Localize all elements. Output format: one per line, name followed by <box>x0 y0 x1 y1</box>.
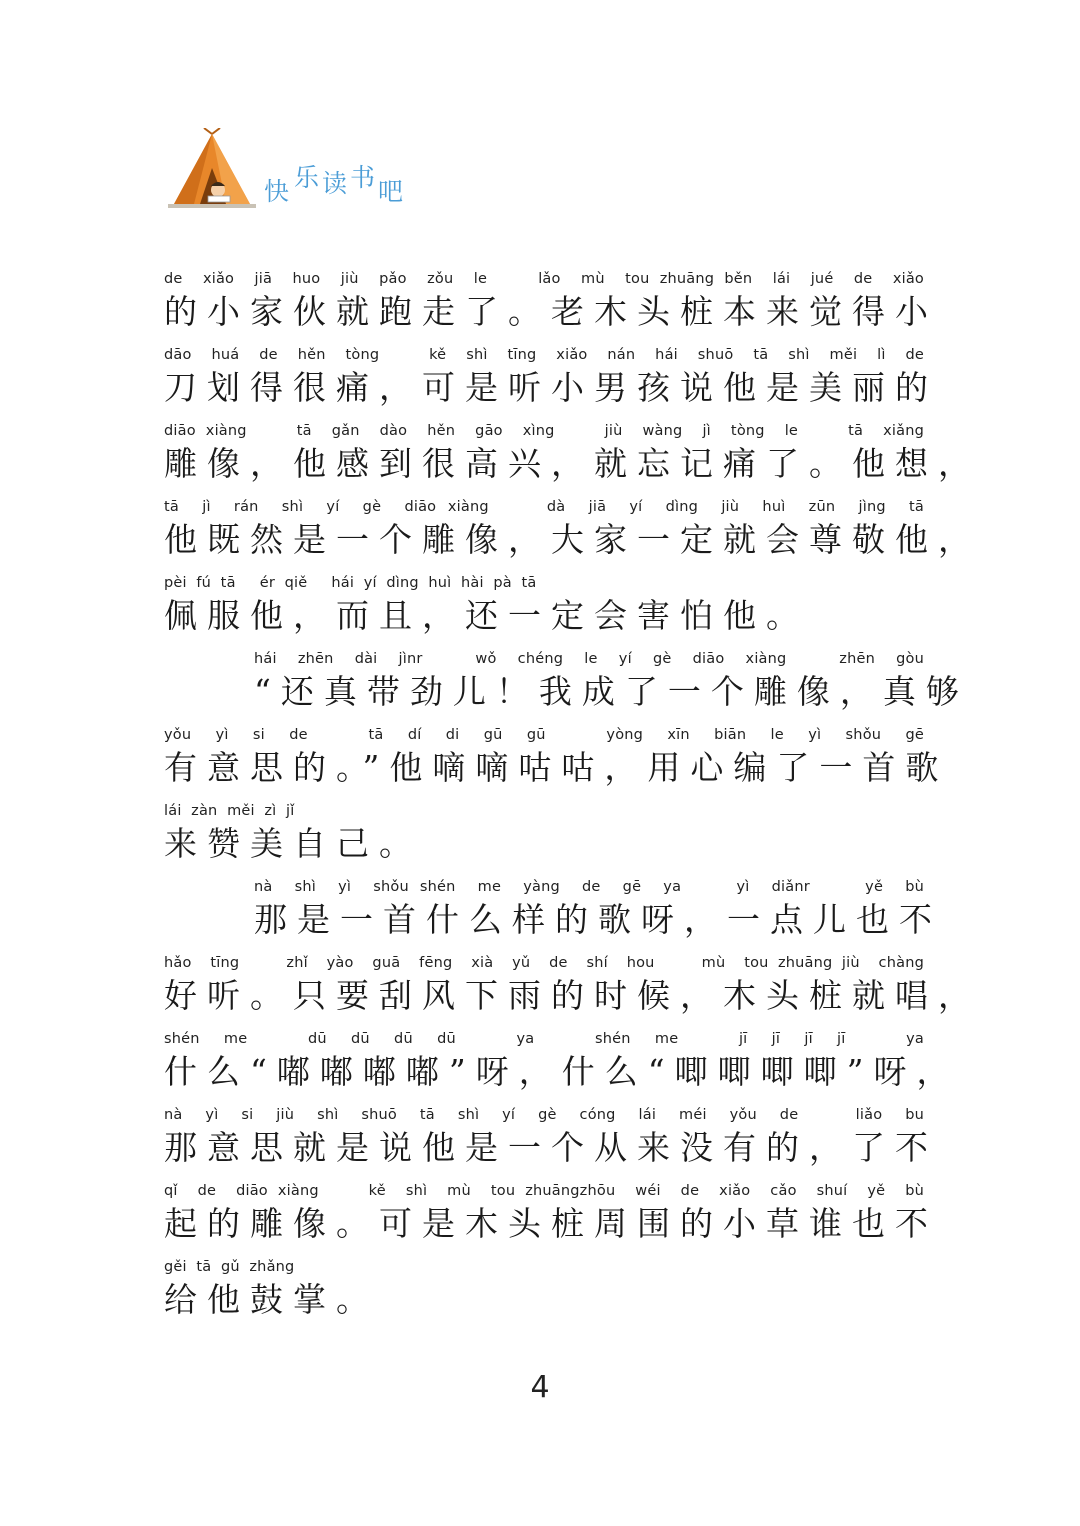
story-text <box>164 268 981 1332</box>
text-line <box>164 952 981 1028</box>
pinyin-line: pèi fú tā ér qiě hái yí dìng huì hài pà tā <box>164 575 537 591</box>
pinyin-line: diāo xiàng tā gǎn dào hěn gāo xìng jiù wàng jì tòng le tā xiǎng <box>164 423 924 439</box>
hanzi-line: 雕像，他感到很高兴，就忘记痛了。他想， <box>164 444 981 483</box>
text-line <box>164 496 981 572</box>
text-line <box>164 268 938 344</box>
pinyin-line: lái zàn měi zì jǐ <box>164 803 295 819</box>
pinyin-line: dāo huá de hěn tòng kě shì tīng xiǎo nán hái shuō tā shì měi lì de <box>164 347 924 363</box>
hanzi-line: 好听。只要刮风下雨的时候，木头桩就唱， <box>164 976 981 1015</box>
pinyin-line: qǐ de diāo xiàng kě shì mù tou zhuāngzhōu wéi de xiǎo cǎo shuí yě bù <box>164 1183 924 1199</box>
hanzi-line: 的小家伙就跑走了。老木头桩本来觉得小 <box>164 292 938 331</box>
text-line <box>164 344 938 420</box>
title-char: 乐 <box>294 163 320 192</box>
title-char: 快 <box>264 177 290 206</box>
hanzi-line: 有意思的。”他嘀嘀咕咕，用心编了一首歌 <box>164 748 949 787</box>
pinyin-line: nà shì yì shǒu shén me yàng de gē ya yì diǎnr yě bù <box>254 879 924 895</box>
text-line <box>164 420 981 496</box>
text-line <box>164 1104 938 1180</box>
section-title <box>264 158 424 218</box>
text-line <box>164 876 942 952</box>
hanzi-line: 来赞美自己。 <box>164 824 422 863</box>
hanzi-line: 他既然是一个雕像，大家一定就会尊敬他， <box>164 520 981 559</box>
pinyin-line: de xiǎo jiā huo jiù pǎo zǒu le lǎo mù tou zhuāng běn lái jué de xiǎo <box>164 271 924 287</box>
text-line <box>164 1028 960 1104</box>
pinyin-line: gěi tā gǔ zhǎng <box>164 1259 295 1275</box>
reading-tent-icon <box>164 128 260 214</box>
pinyin-line: shén me dū dū dū dū ya shén me jī jī jī jī ya <box>164 1031 924 1047</box>
text-line <box>164 1256 924 1332</box>
hanzi-line: 那意思就是说他是一个从来没有的，了不 <box>164 1128 938 1167</box>
hanzi-line: 佩服他，而且，还一定会害怕他。 <box>164 596 809 635</box>
pinyin-line: yǒu yì si de tā dí di gū gū yòng xīn biān le yì shǒu gē <box>164 727 924 743</box>
page-number: 4 <box>530 1370 550 1405</box>
title-char: 读 <box>322 169 348 198</box>
title-char: 书 <box>350 163 376 192</box>
title-char: 吧 <box>378 177 404 206</box>
hanzi-line: “还真带劲儿！我成了一个雕像，真够 <box>254 672 969 711</box>
text-line <box>164 800 924 876</box>
pinyin-line: nà yì si jiù shì shuō tā shì yí gè cóng lái méi yǒu de liǎo bu <box>164 1107 924 1123</box>
pinyin-line: tā jì rán shì yí gè diāo xiàng dà jiā yí dìng jiù huì zūn jìng tā <box>164 499 924 515</box>
hanzi-line: 那是一首什么样的歌呀，一点儿也不 <box>254 900 942 939</box>
pinyin-line: hǎo tīng zhǐ yào guā fēng xià yǔ de shí hou mù tou zhuāng jiù chàng <box>164 955 924 971</box>
pinyin-line: hái zhēn dài jìnr wǒ chéng le yí gè diāo xiàng zhēn gòu <box>254 651 924 667</box>
text-line <box>164 724 949 800</box>
text-line <box>164 572 924 648</box>
hanzi-line: 给他鼓掌。 <box>164 1280 379 1319</box>
hanzi-line: 什么“嘟嘟嘟嘟”呀，什么“唧唧唧唧”呀， <box>164 1052 960 1091</box>
hanzi-line: 刀划得很痛，可是听小男孩说他是美丽的 <box>164 368 938 407</box>
text-line <box>164 1180 938 1256</box>
text-line <box>164 648 969 724</box>
section-header <box>164 128 424 228</box>
hanzi-line: 起的雕像。可是木头桩周围的小草谁也不 <box>164 1204 938 1243</box>
